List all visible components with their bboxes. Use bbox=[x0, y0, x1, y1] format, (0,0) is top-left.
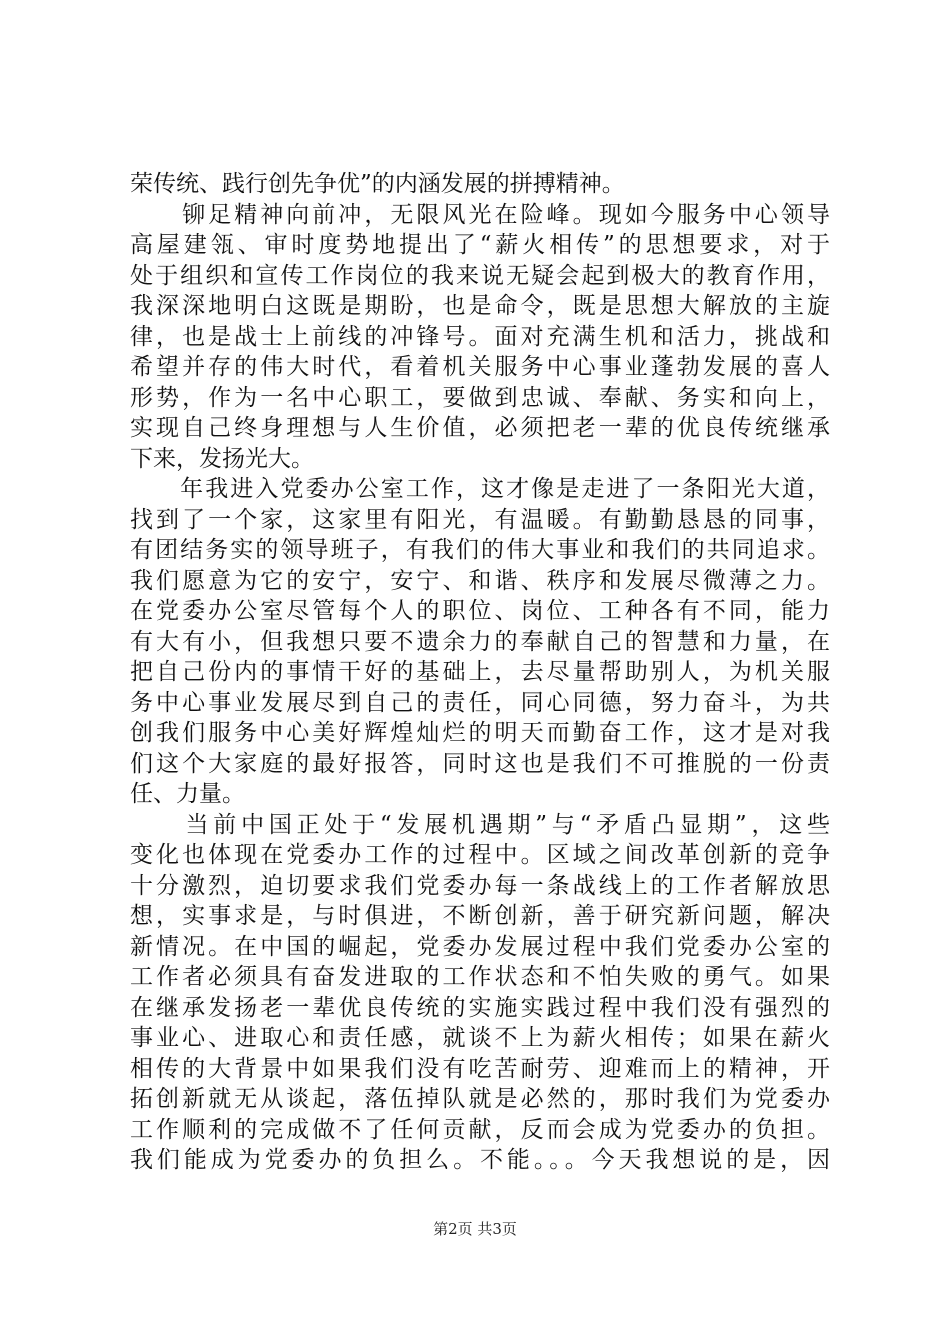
text-line: 律，也是战士上前线的冲锋号。面对充满生机和活力，挑战和 bbox=[130, 323, 830, 350]
text-line: 当前中国正处于“发展机遇期”与“矛盾凸显期”，这些 bbox=[130, 811, 830, 838]
text-line: 十分激烈，迫切要求我们党委办每一条战线上的工作者解放思 bbox=[130, 872, 830, 899]
text-line: 务中心事业发展尽到自己的责任，同心同德，努力奋斗，为共 bbox=[130, 689, 830, 716]
page-footer: 第2页 共3页 bbox=[433, 1220, 517, 1238]
text-line: 实现自己终身理想与人生价值，必须把老一辈的优良传统继承 bbox=[130, 415, 830, 441]
text-line: 有大有小，但我想只要不遗余力的奉献自己的智慧和力量，在 bbox=[130, 628, 830, 655]
text-line: 铆足精神向前冲，无限风光在险峰。现如今服务中心领导 bbox=[130, 201, 830, 228]
text-line: 新情况。在中国的崛起，党委办发展过程中我们党委办公室的 bbox=[130, 933, 830, 960]
text-line: 高屋建瓴、审时度势地提出了“薪火相传”的思想要求，对于 bbox=[130, 232, 830, 258]
text-line: 相传的大背景中如果我们没有吃苦耐劳、迎难而上的精神，开 bbox=[130, 1055, 830, 1082]
text-line: 在党委办公室尽管每个人的职位、岗位、工种各有不同，能力 bbox=[130, 598, 830, 624]
text-line: 有团结务实的领导班子，有我们的伟大事业和我们的共同追求。 bbox=[130, 537, 830, 563]
text-line: 工作顺利的完成做不了任何贡献，反而会成为党委办的负担。 bbox=[130, 1116, 830, 1143]
text-line: 形势，作为一名中心职工，要做到忠诚、奉献、务实和向上， bbox=[130, 384, 830, 411]
text-line: 找到了一个家，这家里有阳光，有温暖。有勤勤恳恳的同事， bbox=[130, 506, 830, 533]
text-line: 我们愿意为它的安宁，安宁、和谐、秩序和发展尽微薄之力。 bbox=[130, 567, 830, 594]
document-body bbox=[130, 169, 830, 1176]
text-line: 任、力量。 bbox=[130, 781, 245, 807]
text-line: 希望并存的伟大时代，看着机关服务中心事业蓬勃发展的喜人 bbox=[130, 354, 830, 380]
text-line: 我深深地明白这既是期盼，也是命令，既是思想大解放的主旋 bbox=[130, 293, 830, 319]
text-line: 我们能成为党委办的负担么。不能。。。今天我想说的是，因 bbox=[130, 1147, 830, 1173]
text-line: 把自己份内的事情干好的基础上，去尽量帮助别人，为机关服 bbox=[130, 659, 830, 685]
text-line: 变化也体现在党委办工作的过程中。区域之间改革创新的竞争 bbox=[130, 842, 830, 868]
text-line: 创我们服务中心美好辉煌灿烂的明天而勤奋工作，这才是对我 bbox=[130, 720, 830, 746]
text-line: 处于组织和宣传工作岗位的我来说无疑会起到极大的教育作用， bbox=[130, 262, 830, 289]
text-line: 们这个大家庭的最好报答，同时这也是我们不可推脱的一份责 bbox=[130, 750, 830, 777]
text-line: 工作者必须具有奋发进取的工作状态和不怕失败的勇气。如果 bbox=[130, 964, 830, 990]
text-line: 在继承发扬老一辈优良传统的实施实践过程中我们没有强烈的 bbox=[130, 994, 830, 1021]
text-line: 荣传统、践行创先争优”的内涵发展的拼搏精神。 bbox=[130, 171, 625, 197]
text-line: 下来，发扬光大。 bbox=[130, 445, 314, 472]
text-line: 年我进入党委办公室工作，这才像是走进了一条阳光大道， bbox=[130, 476, 830, 502]
text-line: 事业心、进取心和责任感，就谈不上为薪火相传；如果在薪火 bbox=[130, 1025, 830, 1051]
text-line: 想，实事求是，与时俱进，不断创新，善于研究新问题，解决 bbox=[130, 903, 830, 929]
text-line: 拓创新就无从谈起，落伍掉队就是必然的，那时我们为党委办 bbox=[130, 1086, 830, 1112]
